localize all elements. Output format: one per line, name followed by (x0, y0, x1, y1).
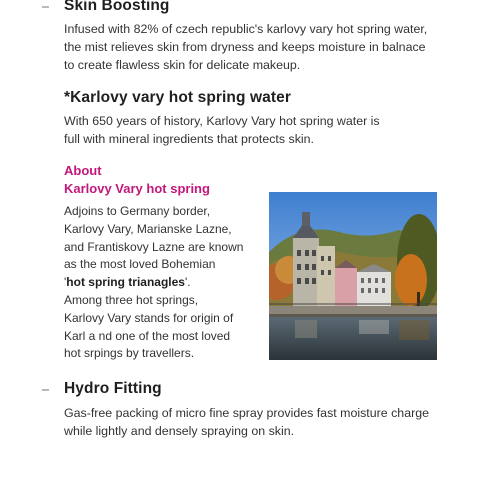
hydro-fitting-heading: Hydro Fitting (64, 380, 162, 397)
bullet-marker (42, 389, 49, 391)
skin-boosting-text: Infused with 82% of czech republic's karlovy vary hot spring water, the mist relieves skin from dryness and keeps moisture in balnace to create flawless skin for delicate makeup. (64, 22, 428, 72)
about-description (64, 203, 264, 363)
about-line: hot srpings by travellers. (64, 346, 195, 361)
about-line: and Frantiskovy Lazne are known (64, 239, 244, 254)
spring-water-text: With 650 years of history, Karlovy Vary hot spring water is full with mineral ingredients that protects skin. (64, 114, 380, 146)
about-line: Among three hot springs, (64, 292, 199, 307)
about-subtitle: Karlovy Vary hot spring (64, 181, 210, 196)
about-line: as the most loved Bohemian (64, 257, 216, 272)
quote-open: ' (64, 275, 67, 290)
skin-boosting-heading: Skin Boosting (64, 0, 170, 14)
about-line: Karlovy Vary, Marianske Lazne, (64, 221, 232, 236)
hydro-fitting-text: Gas-free packing of micro fine spray provides fast moisture charge while lightly and densely spraying on skin. (64, 406, 429, 438)
about-line: Karl a nd one of the most loved (64, 328, 231, 343)
about-line: Adjoins to Germany border, (64, 204, 211, 218)
spring-water-heading: *Karlovy vary hot spring water (64, 89, 291, 106)
about-line: Karlovy Vary stands for origin of (64, 310, 234, 325)
about-highlight-line (64, 274, 264, 292)
quote-close: '. (184, 275, 191, 290)
karlovy-vary-photo (269, 192, 437, 360)
about-label: About (64, 163, 102, 178)
bullet-marker (42, 6, 49, 8)
about-highlight: hot spring trianagles (66, 275, 185, 290)
